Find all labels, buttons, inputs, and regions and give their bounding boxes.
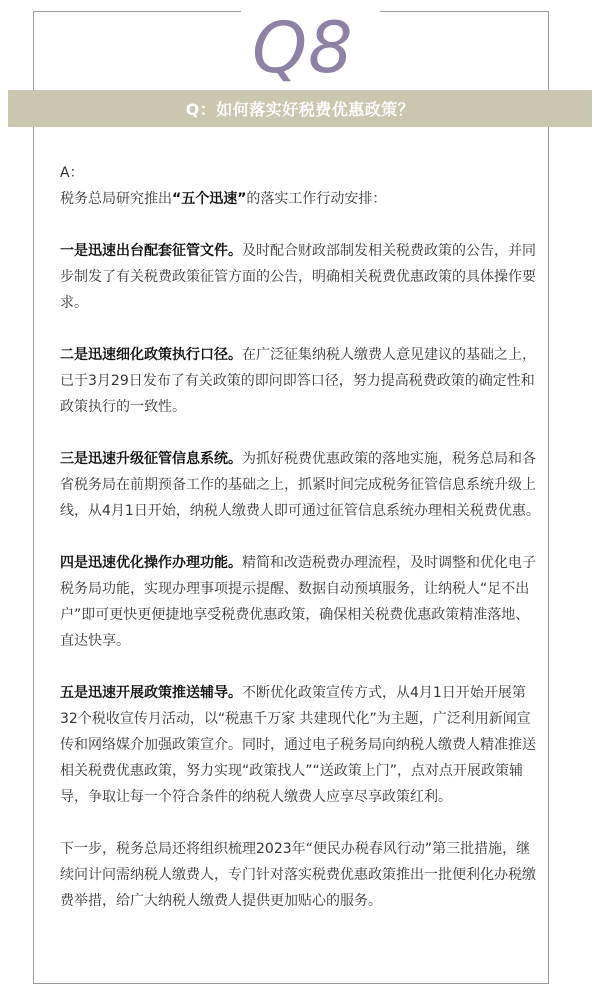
item-text: 为抓好税费优惠政策的落地实施，税务总局和各省税务局在前期预备工作的基础之上，抓紧时间完成税务征管信息系统升级上线，从4月1日开始，纳税人缴费人即可通过征管信息系统办理相关税费优惠。	[60, 451, 540, 519]
item-text: 精简和改造税费办理流程，及时调整和优化电子税务局功能，实现办理事项提示提醒、数据自动预填服务，让纳税人“足不出户”即可更快更便捷地享受税费优惠政策，确保相关税费优惠政策精准落地、直达快享。	[60, 555, 536, 649]
list-item	[60, 446, 540, 524]
card-top-border-left	[33, 11, 241, 12]
answer-label: A：	[60, 165, 84, 181]
item-text: 不断优化政策宣传方式，从4月1日开始开展第32个税收宣传月活动，以“税惠千万家 共建现代化”为主题，广泛利用新闻宣传和网络媒介加强政策宣介。同时，通过电子税务局向纳税人缴费人精准推送相关税费优惠政策，努力实现“政策找人”“送政策上门”，点对点开展政策辅导，争取让每一个符合条件的纳税人缴费人应享尽享政策红利。	[60, 685, 536, 805]
question-banner	[8, 90, 592, 127]
list-item	[60, 238, 540, 316]
item-lead: 五是迅速开展政策推送辅导。	[60, 685, 242, 701]
intro-highlight: “五个迅速”	[172, 191, 247, 207]
item-text: 在广泛征集纳税人缴费人意见建议的基础之上，已于3月29日发布了有关政策的即问即答口径，努力提高税费政策的确定性和政策执行的一致性。	[60, 347, 536, 415]
intro-text-end: 的落实工作行动安排：	[246, 191, 387, 207]
answer-intro	[60, 186, 540, 212]
item-lead: 二是迅速细化政策执行口径。	[60, 347, 242, 363]
item-text: 及时配合财政部制发相关税费政策的公告，并同步制发了有关税费政策征管方面的公告，明确相关税费优惠政策的具体操作要求。	[60, 243, 536, 311]
list-item	[60, 550, 540, 654]
item-lead: 一是迅速出台配套征管文件。	[60, 243, 242, 259]
closing-paragraph: 下一步，税务总局还将组织梳理2023年“便民办税春风行动”第三批措施，继续问计问需纳税人缴费人，专门针对落实税费优惠政策推出一批便利化办税缴费举措，给广大纳税人缴费人提供更加贴心的服务。	[60, 841, 536, 909]
list-item	[60, 342, 540, 420]
item-lead: 四是迅速优化操作办理功能。	[60, 555, 242, 571]
answer-body	[60, 160, 540, 914]
card-top-border-right	[380, 11, 549, 12]
question-title: Q：如何落实好税费优惠政策？	[185, 100, 415, 119]
intro-text: 税务总局研究推出	[60, 191, 172, 207]
list-item	[60, 680, 540, 810]
question-number-badge: Q8	[252, 7, 354, 89]
item-lead: 三是迅速升级征管信息系统。	[60, 451, 242, 467]
